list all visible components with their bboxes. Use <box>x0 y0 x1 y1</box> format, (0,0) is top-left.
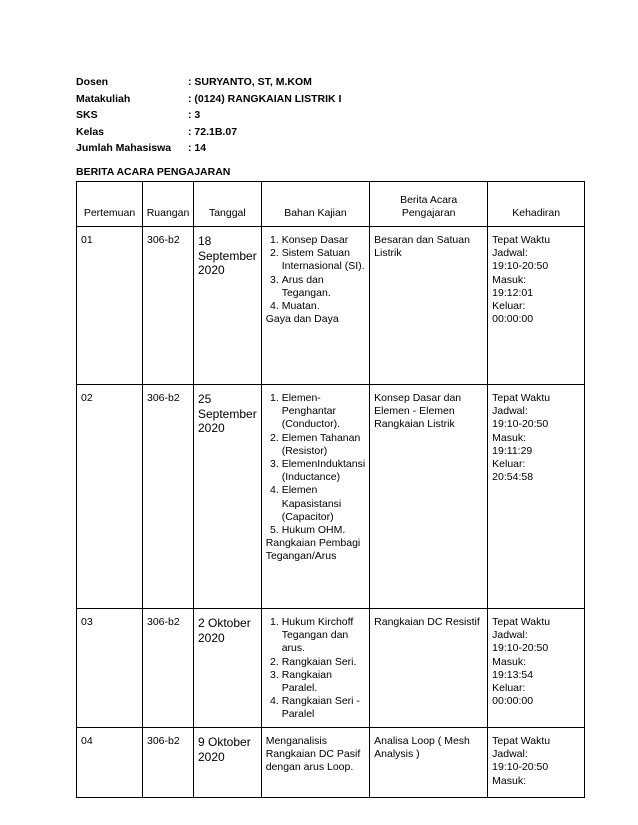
header-kehadiran: Kehadiran <box>488 182 585 227</box>
cell-tanggal: 18 September 2020 <box>194 227 262 385</box>
cell-kehadiran <box>488 385 585 609</box>
section-title: BERITA ACARA PENGAJARAN <box>76 166 231 178</box>
kehadiran-line: 19:10-20:50 <box>492 761 549 774</box>
info-row-kelas <box>76 124 341 141</box>
cell-kehadiran <box>488 227 585 385</box>
kehadiran-line: 20:54:58 <box>492 471 534 484</box>
topic-item: 4. Muatan. <box>282 300 365 313</box>
kehadiran-line: 19:12:01 <box>492 286 534 299</box>
kehadiran-line: 19:10-20:50 <box>492 260 549 273</box>
kehadiran-line: Masuk: <box>492 431 527 444</box>
cell-ruangan: 306-b2 <box>143 227 194 385</box>
kehadiran-line: Masuk: <box>492 273 527 286</box>
cell-kehadiran <box>488 609 585 728</box>
info-value: : 72.1B.07 <box>188 125 238 138</box>
kehadiran-line: 19:10-20:50 <box>492 418 549 431</box>
topic-list <box>266 392 365 537</box>
cell-bahan-kajian: Menganalisis Rangkaian DC Pasif dengan arus Loop. <box>261 728 369 798</box>
header-bahan-kajian: Bahan Kajian <box>261 182 369 227</box>
table-row <box>77 227 585 385</box>
kehadiran-line: 00:00:00 <box>492 313 534 326</box>
info-value: : SURYANTO, ST, M.KOM <box>188 76 312 88</box>
cell-ruangan: 306-b2 <box>143 728 194 798</box>
course-info <box>76 74 341 157</box>
cell-berita-acara: Rangkaian DC Resistif <box>370 609 488 728</box>
cell-berita-acara: Analisa Loop ( Mesh Analysis ) <box>370 728 488 798</box>
kehadiran-line: Masuk: <box>492 655 527 668</box>
info-value: : (0124) RANGKAIAN LISTRIK I <box>188 92 342 105</box>
kehadiran-status: Tepat Waktu <box>492 392 551 404</box>
cell-bahan-kajian <box>261 609 369 728</box>
cell-ruangan: 306-b2 <box>143 609 194 728</box>
cell-bahan-kajian <box>261 385 369 609</box>
cell-kehadiran <box>488 728 585 798</box>
kehadiran-line: Masuk: <box>492 774 527 787</box>
topic-item: 4. Elemen Kapasistansi (Capacitor) <box>282 484 365 524</box>
info-label: Dosen <box>76 76 109 88</box>
cell-ruangan: 306-b2 <box>143 385 194 609</box>
cell-bahan-kajian <box>261 227 369 385</box>
topic-item: 2. Sistem Satuan Internasional (SI). <box>282 247 365 273</box>
kehadiran-line: Jadwal: <box>492 629 528 642</box>
header-berita-acara: Berita Acara Pengajaran <box>370 182 488 227</box>
info-row-dosen <box>76 74 341 91</box>
kehadiran-status: Tepat Waktu <box>492 234 551 246</box>
cell-tanggal: 2 Oktober 2020 <box>194 609 262 728</box>
table-row <box>77 385 585 609</box>
kehadiran-line: 19:11:29 <box>492 444 533 457</box>
topic-item: 2. Elemen Tahanan (Resistor) <box>282 432 365 458</box>
table-row <box>77 728 585 798</box>
table-header-row <box>77 182 585 227</box>
cell-pertemuan: 03 <box>77 609 143 728</box>
kehadiran-line: 00:00:00 <box>492 695 534 708</box>
kehadiran-status: Tepat Waktu <box>492 616 551 628</box>
topic-item: 3. ElemenInduktansi (Inductance) <box>282 458 365 484</box>
topic-list <box>266 234 365 313</box>
table-row <box>77 609 585 728</box>
cell-pertemuan: 02 <box>77 385 143 609</box>
info-value: : 14 <box>188 142 207 154</box>
topic-item: 3. Rangkaian Paralel. <box>282 669 365 695</box>
topic-item: 1. Elemen-Penghantar (Conductor). <box>282 392 365 432</box>
kehadiran-line: Jadwal: <box>492 405 528 418</box>
info-label: Kelas <box>76 125 105 138</box>
info-row-matakuliah <box>76 91 341 108</box>
topic-item: 2. Rangkaian Seri. <box>282 656 365 669</box>
kehadiran-line: Keluar: <box>492 682 526 695</box>
cell-berita-acara: Konsep Dasar dan Elemen - Elemen Rangkaian Listrik <box>370 385 488 609</box>
topic-item: 3. Arus dan Tegangan. <box>282 274 365 300</box>
cell-tanggal: 25 September 2020 <box>194 385 262 609</box>
topic-item: 5. Hukum OHM. <box>282 524 365 537</box>
header-tanggal: Tanggal <box>194 182 262 227</box>
cell-tanggal: 9 Oktober 2020 <box>194 728 262 798</box>
kehadiran-line: Keluar: <box>492 458 526 471</box>
topic-extra: Rangkaian Pembagi Tegangan/Arus <box>265 537 361 563</box>
header-pertemuan: Pertemuan <box>77 182 143 227</box>
kehadiran-line: Jadwal: <box>492 247 528 260</box>
kehadiran-line: 19:13:54 <box>492 668 534 681</box>
header-ruangan: Ruangan <box>143 182 194 227</box>
info-row-sks <box>76 107 341 124</box>
info-value: : 3 <box>188 109 201 121</box>
info-label: Jumlah Mahasiswa <box>76 142 172 154</box>
kehadiran-line: Jadwal: <box>492 748 528 761</box>
info-label: Matakuliah <box>76 92 131 105</box>
info-row-jumlah-mahasiswa <box>76 140 341 157</box>
kehadiran-line: Keluar: <box>492 300 526 313</box>
topic-extra: Gaya dan Daya <box>265 313 339 326</box>
cell-berita-acara: Besaran dan Satuan Listrik <box>370 227 488 385</box>
info-label: SKS <box>76 109 98 121</box>
cell-pertemuan: 04 <box>77 728 143 798</box>
cell-pertemuan: 01 <box>77 227 143 385</box>
topic-item: 1. Hukum Kirchoff Tegangan dan arus. <box>282 616 365 656</box>
topic-item: 4. Rangkaian Seri - Paralel <box>282 695 365 721</box>
kehadiran-line: 19:10-20:50 <box>492 642 549 655</box>
berita-acara-table <box>76 181 585 798</box>
topic-list <box>266 616 365 722</box>
kehadiran-status: Tepat Waktu <box>492 735 551 747</box>
topic-item: 1. Konsep Dasar <box>282 234 365 247</box>
